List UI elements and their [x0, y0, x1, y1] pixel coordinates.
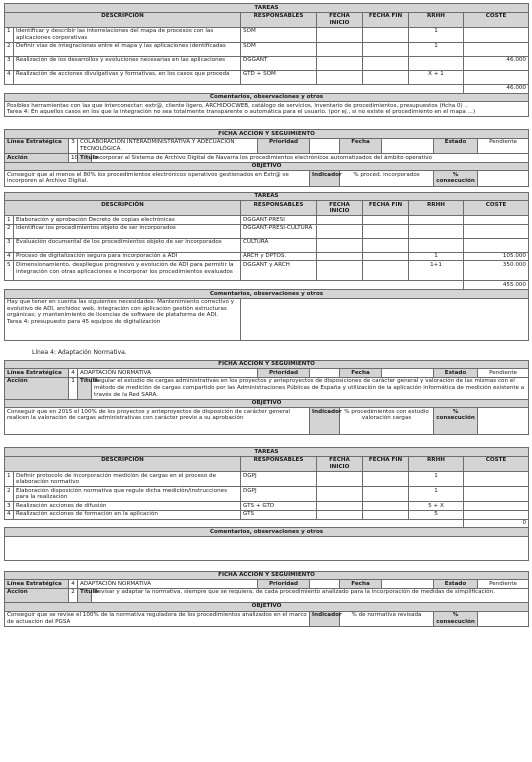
estado-value: Pendiente: [478, 138, 529, 153]
row-fecha-inicio: [317, 224, 363, 238]
row-fecha-inicio: [317, 70, 363, 84]
row-responsables: GTS + GTD: [241, 502, 317, 511]
objetivo-label: OBJETIVO: [5, 162, 529, 171]
row-coste: 350.000: [464, 261, 529, 281]
row-description: Definir vías de integraciones entre el mapa y las aplicaciones identificadas: [14, 42, 241, 56]
consecucion-value: [478, 171, 529, 186]
row-responsables: DGPJ: [241, 472, 317, 487]
objetivo-label: OBJETIVO: [5, 602, 529, 611]
table-row: [5, 487, 529, 502]
table-row: [5, 216, 529, 225]
row-fecha-fin: [363, 42, 409, 56]
row-rrhh: 1: [409, 472, 464, 487]
linea-text: ADAPTACIÓN NORMATIVA: [78, 369, 258, 378]
row-fecha-inicio: [317, 502, 363, 511]
row-fecha-fin: [363, 487, 409, 502]
table-row: [5, 252, 529, 261]
comments-title: Comentarios, observaciones y otros: [5, 93, 529, 102]
total-row: [5, 84, 529, 93]
titulo-label: Título: [78, 154, 92, 163]
row-rrhh: 1: [409, 487, 464, 502]
col-descripcion: DESCRIPCIÓN: [5, 12, 241, 27]
row-fecha-inicio: [317, 261, 363, 281]
col-fecha-inicio: FECHA INICIO: [317, 456, 363, 471]
estado-label: Estado: [434, 138, 478, 153]
row-coste: [464, 472, 529, 487]
linea-label: Línea Estratégica: [5, 138, 69, 153]
row-coste: [464, 42, 529, 56]
row-fecha-fin: [363, 70, 409, 84]
ficha-title: FICHA ACCION Y SEGUIMIENTO: [5, 360, 529, 369]
indicador-label: Indicador: [310, 408, 340, 435]
row-responsables: SOM: [241, 27, 317, 42]
row-coste: [464, 27, 529, 42]
comments-title: Comentarios, observaciones y otros: [5, 528, 529, 537]
comments-cell: [5, 102, 529, 117]
total-coste: 0: [464, 519, 529, 528]
row-number: 1: [5, 216, 14, 225]
table-row: [5, 510, 529, 519]
tareas-table-2: [4, 192, 529, 341]
objetivo-text: Conseguir que se revise el 100% de la normativa reguladora de los procedimientos analizados en el marco de actuación del PGSA: [5, 611, 310, 626]
row-rrhh: 1: [409, 42, 464, 56]
col-fecha-fin: FECHA FIN: [363, 456, 409, 471]
fecha-value: [382, 369, 434, 378]
col-rrhh: RRHH: [409, 201, 464, 216]
row-coste: [464, 216, 529, 225]
total-row: [5, 519, 529, 528]
row-fecha-fin: [363, 510, 409, 519]
row-number: 4: [5, 252, 14, 261]
titulo-text: Incorporar al Sistema de Archivo Digital de Navarra los procedimientos electrónicos automatizados del ámbito operativo: [92, 154, 529, 163]
fecha-value: [382, 138, 434, 153]
estado-label: Estado: [434, 369, 478, 378]
row-rrhh: 1+1: [409, 261, 464, 281]
fecha-label: Fecha: [340, 580, 382, 589]
table-row: [5, 472, 529, 487]
titulo-label: Título: [78, 377, 92, 399]
row-fecha-fin: [363, 224, 409, 238]
total-coste: 455.000: [464, 281, 529, 290]
row-fecha-inicio: [317, 487, 363, 502]
col-descripcion: DESCRIPCIÓN: [5, 456, 241, 471]
indicador-label: Indicador: [310, 171, 340, 186]
row-description: Evaluación documental de los procedimientos objeto de ser incorporados: [14, 238, 241, 252]
row-rrhh: 5 + X: [409, 502, 464, 511]
row-coste: [464, 224, 529, 238]
estado-value: Pendiente: [478, 369, 529, 378]
table-row: [5, 238, 529, 252]
row-fecha-inicio: [317, 56, 363, 70]
table-row: [5, 27, 529, 42]
objetivo-text: Conseguir que en 2015 el 100% de los proyectos y anteproyectos de disposición de carácter general realicen la valoración de cargas administrativas con carácter previo a su aprobación: [5, 408, 310, 435]
accion-number: 10: [69, 154, 78, 163]
table-row: [5, 502, 529, 511]
row-description: Realización de los desarrollos y evoluciones necesarias en las aplicaciones: [14, 56, 241, 70]
row-coste: [464, 502, 529, 511]
fecha-value: [382, 580, 434, 589]
row-coste: 105.000: [464, 252, 529, 261]
row-responsables: CULTURA: [241, 238, 317, 252]
indicador-label: Indicador: [310, 611, 340, 626]
row-fecha-inicio: [317, 472, 363, 487]
row-fecha-fin: [363, 502, 409, 511]
tareas-title: TAREAS: [5, 448, 529, 457]
row-fecha-fin: [363, 261, 409, 281]
comments-title: Comentarios, observaciones y otros: [5, 290, 529, 299]
tareas-table-3: [4, 447, 529, 561]
table-row: [5, 261, 529, 281]
row-rrhh: 5: [409, 510, 464, 519]
row-rrhh: 1: [409, 252, 464, 261]
linea-number: 4: [69, 369, 78, 378]
total-coste: 46.000: [464, 84, 529, 93]
table-row: [5, 70, 529, 84]
ficha-title: FICHA ACCION Y SEGUIMIENTO: [5, 571, 529, 580]
col-responsables: RESPONSABLES: [241, 201, 317, 216]
row-rrhh: [409, 56, 464, 70]
consecucion-value: [478, 408, 529, 435]
objetivo-text: Conseguir que al menos el 80% los procedimientos electrónicos operativos gestionados en Extr@ se incorporen al Archivo Digital.: [5, 171, 310, 186]
row-description: Proceso de digitalización segura para incorporación a ADI: [14, 252, 241, 261]
row-rrhh: 1: [409, 27, 464, 42]
tareas-title: TAREAS: [5, 192, 529, 201]
row-fecha-inicio: [317, 216, 363, 225]
row-responsables: DGPJ: [241, 487, 317, 502]
col-coste: COSTE: [464, 12, 529, 27]
titulo-text: Revisar y adaptar la normativa, siempre que se requiera, de cada procedimiento analizado para la incorporación de medidas de simplificación.: [92, 588, 529, 602]
consecucion-value: [478, 611, 529, 626]
prioridad-label: Prioridad: [258, 580, 310, 589]
accion-label: Acción: [5, 588, 69, 602]
linea-number: 3: [69, 138, 78, 153]
row-number: 3: [5, 56, 14, 70]
row-description: Identificar y describir las interrelaciones del mapa de procesos con las aplicaciones corporativas: [14, 27, 241, 42]
titulo-label: Título: [78, 588, 92, 602]
row-fecha-fin: [363, 472, 409, 487]
accion-number: 2: [69, 588, 78, 602]
col-fecha-inicio: FECHA INICIO: [317, 201, 363, 216]
table-row: [5, 42, 529, 56]
col-rrhh: RRHH: [409, 456, 464, 471]
comment-line: Posibles herramientas con las que interconectar: extr@, cliente ligero, ARCHIDOCWEB, catálogo de servicios, inventario de procedimientos, presupuestos (ficha 0) ..: [7, 102, 469, 109]
indicador-text: % proced. incorporados: [340, 171, 434, 186]
row-number: 2: [5, 487, 14, 502]
col-fecha-inicio: FECHA INICIO: [317, 12, 363, 27]
row-number: 3: [5, 238, 14, 252]
col-descripcion: DESCRIPCIÓN: [5, 201, 241, 216]
row-description: Elaboración y aprobación Decreto de copias electrónicas: [14, 216, 241, 225]
row-fecha-inicio: [317, 510, 363, 519]
row-responsables: DGGANT-PRESI: [241, 216, 317, 225]
row-description: Dimensionamiento, despliegue progresivo y evolución de ADI para permitir la integración con otras aplicaciones e incorporar los procedimientos evaluados: [14, 261, 241, 281]
row-description: Elaboración disposición normativa que regule dicha medición/instrucciones para la realización: [14, 487, 241, 502]
row-rrhh: X + 1: [409, 70, 464, 84]
tareas-table-1: [4, 3, 529, 117]
row-number: 1: [5, 472, 14, 487]
col-fecha-fin: FECHA FIN: [363, 201, 409, 216]
row-coste: [464, 70, 529, 84]
ficha-table-3: [4, 571, 529, 627]
fecha-label: Fecha: [340, 369, 382, 378]
row-description: Realización acciones de formación en la aplicación: [14, 510, 241, 519]
row-coste: [464, 487, 529, 502]
titulo-text: Regular el estudio de cargas administrativas en los proyectos y anteproyectos de disposiciones de carácter general y valoración de las mismas con el método de medición de cargas compartido por las Administraciones Públicas de España y utilización de la aplicación informática de medición existente a través de la Red SARA.: [92, 377, 529, 399]
estado-label: Estado: [434, 580, 478, 589]
comments-cell: [5, 536, 529, 560]
row-responsables: GTD + SOM: [241, 70, 317, 84]
row-responsables: GTS: [241, 510, 317, 519]
row-rrhh: [409, 224, 464, 238]
row-description: Realización acciones de difusión: [14, 502, 241, 511]
row-responsables: ARCH y DPTOS.: [241, 252, 317, 261]
row-responsables: DGGANT: [241, 56, 317, 70]
indicador-text: % procedimientos con estudio valoración cargas: [340, 408, 434, 435]
ficha-title: FICHA ACCION Y SEGUIMIENTO: [5, 130, 529, 139]
row-description: Identificar los procedimientos objeto de ser incorporados: [14, 224, 241, 238]
comments-cell: [5, 298, 241, 340]
row-number: 4: [5, 70, 14, 84]
row-number: 4: [5, 510, 14, 519]
comment-line: Hay que tener en cuenta las siguientes necesidades: Mantenimiento correctivo y evolutivo de ADI, archidoc web, integración con aplicación gestión estructuras orgánicas; y mantenimiento de licencias de software de plataforma de ADI.: [7, 299, 235, 319]
prioridad-label: Prioridad: [258, 138, 310, 153]
row-fecha-fin: [363, 216, 409, 225]
row-fecha-fin: [363, 27, 409, 42]
table-row: [5, 224, 529, 238]
row-number: 2: [5, 42, 14, 56]
comment-line: Tarea 4: En aquellos casos en los que la integración no sea totalmente transparente o automática para el usuario. (por ej., si no existe el procedimiento en el mapa ...): [7, 109, 476, 116]
row-responsables: DGGANT-PRESI-CULTURA: [241, 224, 317, 238]
objetivo-label: OBJETIVO: [5, 399, 529, 408]
col-rrhh: RRHH: [409, 12, 464, 27]
tareas-title: TAREAS: [5, 4, 529, 13]
row-number: 2: [5, 224, 14, 238]
consecucion-label: % consecución: [434, 611, 478, 626]
ficha-table-1: [4, 129, 529, 186]
row-fecha-fin: [363, 56, 409, 70]
linea-label: Línea Estratégica: [5, 369, 69, 378]
accion-number: 1: [69, 377, 78, 399]
prioridad-value: [310, 369, 340, 378]
row-responsables: SOM: [241, 42, 317, 56]
prioridad-value: [310, 138, 340, 153]
accion-label: Acción: [5, 154, 69, 163]
col-coste: COSTE: [464, 201, 529, 216]
consecucion-label: % consecución: [434, 171, 478, 186]
row-number: 3: [5, 502, 14, 511]
fecha-label: Fecha: [340, 138, 382, 153]
row-rrhh: [409, 238, 464, 252]
col-coste: COSTE: [464, 456, 529, 471]
row-coste: [464, 238, 529, 252]
ficha-table-2: [4, 360, 529, 436]
row-fecha-inicio: [317, 238, 363, 252]
row-coste: [464, 510, 529, 519]
total-row: [5, 281, 529, 290]
row-rrhh: [409, 216, 464, 225]
row-coste: 46.000: [464, 56, 529, 70]
prioridad-label: Prioridad: [258, 369, 310, 378]
row-number: 1: [5, 27, 14, 42]
linea-number: 4: [69, 580, 78, 589]
estado-value: Pendiente: [478, 580, 529, 589]
row-fecha-inicio: [317, 27, 363, 42]
row-description: Definir protocolo de incorporación medición de cargas en el proceso de elaboración normativo: [14, 472, 241, 487]
consecucion-label: % consecución: [434, 408, 478, 435]
row-number: 5: [5, 261, 14, 281]
col-responsables: RESPONSABLES: [241, 12, 317, 27]
linea-text: COLABORACIÓN INTERADMINISTRATIVA Y ADECUACIÓN TECNOLÓGICA: [78, 138, 258, 153]
comments-empty: [241, 298, 529, 340]
linea-label: Línea Estratégica: [5, 580, 69, 589]
col-fecha-fin: FECHA FIN: [363, 12, 409, 27]
indicador-text: % de normativa revisada: [340, 611, 434, 626]
row-fecha-fin: [363, 238, 409, 252]
linea-text: ADAPTACIÓN NORMATIVA: [78, 580, 258, 589]
section-heading: Línea 4: Adaptación Normativa.: [32, 348, 127, 356]
row-responsables: DGGANT y ARCH: [241, 261, 317, 281]
table-row: [5, 56, 529, 70]
row-fecha-fin: [363, 252, 409, 261]
comment-line: Tarea 4: presupuesto para 45 equipos de digitalización: [7, 318, 161, 325]
prioridad-value: [310, 580, 340, 589]
col-responsables: RESPONSABLES: [241, 456, 317, 471]
accion-label: Acción: [5, 377, 69, 399]
row-fecha-inicio: [317, 252, 363, 261]
row-description: Realización de acciones divulgativas y formativas, en los casos que proceda: [14, 70, 241, 84]
row-fecha-inicio: [317, 42, 363, 56]
